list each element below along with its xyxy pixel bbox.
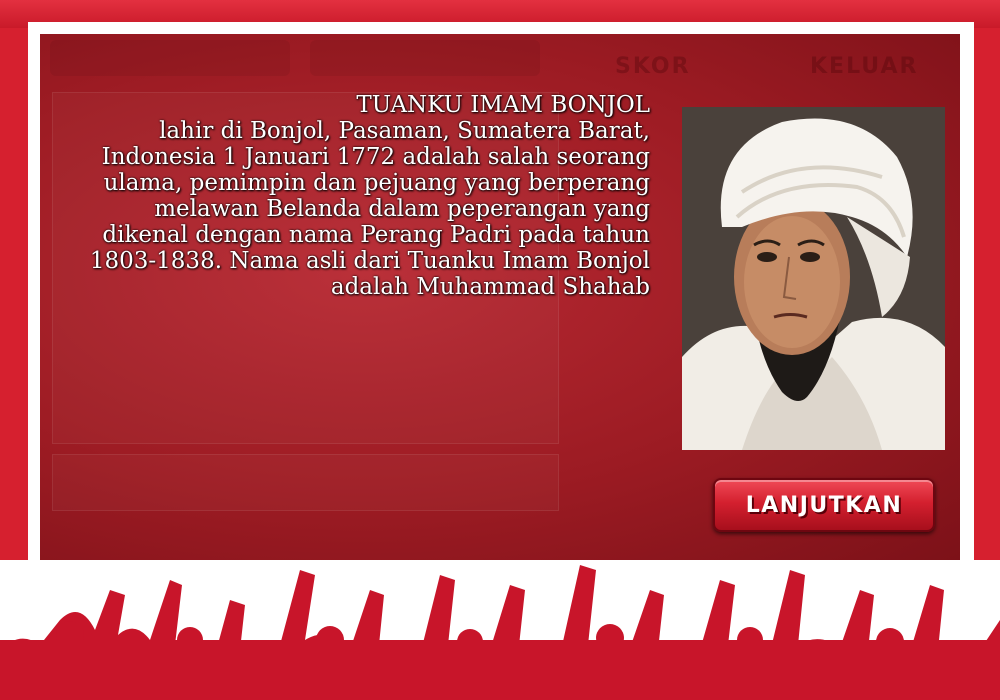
ghost-exit-label: KELUAR: [810, 54, 919, 79]
biography-text: [70, 92, 650, 300]
bottom-frame: [0, 640, 1000, 700]
portrait-image: [682, 107, 945, 450]
ghost-box: [52, 454, 559, 511]
ghost-tab: [50, 40, 290, 76]
biography-title: TUANKU IMAM BONJOL: [356, 92, 650, 118]
continue-button[interactable]: LANJUTKAN: [713, 478, 935, 532]
portrait-illustration: [682, 107, 945, 450]
biography-body: lahir di Bonjol, Pasaman, Sumatera Barat, Indonesia 1 Januari 1772 adalah salah seorang ulama, pemimpin dan pejuang yang berperang melawan Belanda dalam peperangan yang dikenal dengan nama Perang Padri pada tahun 1803-1838. Nama asli dari Tuanku Imam Bonjol adalah Muhammad Shahab: [89, 118, 650, 300]
ghost-tab: [310, 40, 540, 76]
ghost-score-label: SKOR: [615, 54, 691, 79]
